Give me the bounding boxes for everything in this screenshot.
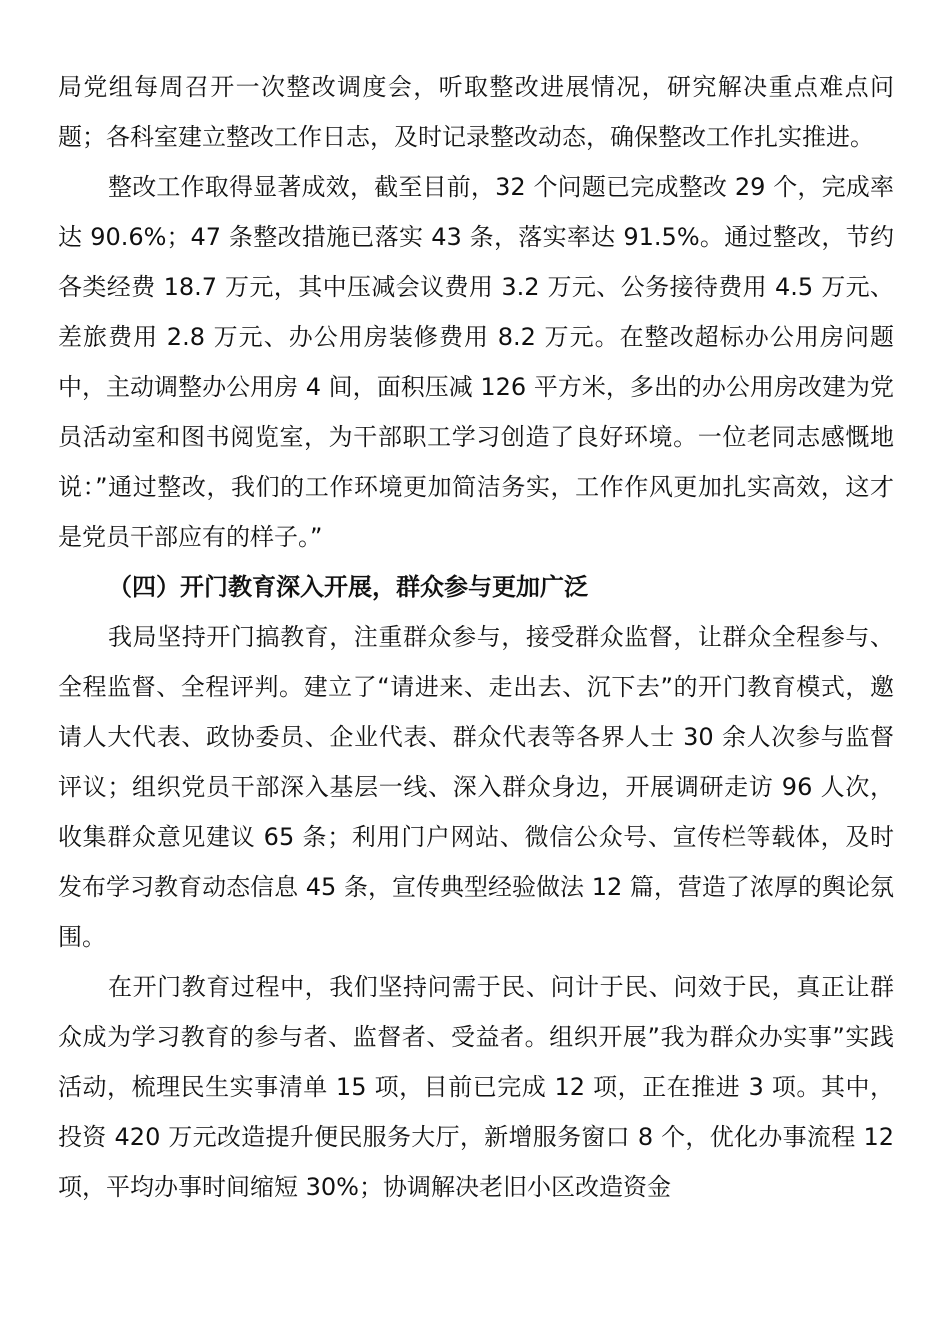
section-heading-open-education: （四）开门教育深入开展，群众参与更加广泛	[108, 573, 588, 601]
paragraph-practical-deeds: 在开门教育过程中，我们坚持问需于民、问计于民、问效于民，真正让群众成为学习教育的参与者、监督者、受益者。组织开展”我为群众办实事”实践活动，梳理民生实事清单 15 项，目前已完成 12 项，正在推进 3 项。其中，投资 420 万元改造提升便民服务大厅，新增服务窗口 8 个，优化办事流程 12 项，平均办事时间缩短 30%；协调解决老旧小区改造资金	[58, 973, 894, 1201]
document-body	[58, 62, 894, 1212]
paragraph-rectification-mechanism: 局党组每周召开一次整改调度会，听取整改进展情况，研究解决重点难点问题；各科室建立整改工作日志，及时记录整改动态，确保整改工作扎实推进。	[58, 73, 894, 151]
paragraph-rectification-results: 整改工作取得显著成效，截至目前，32 个问题已完成整改 29 个，完成率达 90.6%；47 条整改措施已落实 43 条，落实率达 91.5%。通过整改，节约各类经费 18.7 万元，其中压减会议费用 3.2 万元、公务接待费用 4.5 万元、差旅费用 2.8 万元、办公用房装修费用 8.2 万元。在整改超标办公用房问题中，主动调整办公用房 4 间，面积压减 126 平方米，多出的办公用房改建为党员活动室和图书阅览室，为干部职工学习创造了良好环境。一位老同志感慨地说：”通过整改，我们的工作环境更加简洁务实，工作作风更加扎实高效，这才是党员干部应有的样子。”	[58, 173, 894, 551]
paragraph-open-education-model: 我局坚持开门搞教育，注重群众参与，接受群众监督，让群众全程参与、全程监督、全程评判。建立了“请进来、走出去、沉下去”的开门教育模式，邀请人大代表、政协委员、企业代表、群众代表等各界人士 30 余人次参与监督评议；组织党员干部深入基层一线、深入群众身边，开展调研走访 96 人次，收集群众意见建议 65 条；利用门户网站、微信公众号、宣传栏等载体，及时发布学习教育动态信息 45 条，宣传典型经验做法 12 篇，营造了浓厚的舆论氛围。	[58, 623, 894, 951]
